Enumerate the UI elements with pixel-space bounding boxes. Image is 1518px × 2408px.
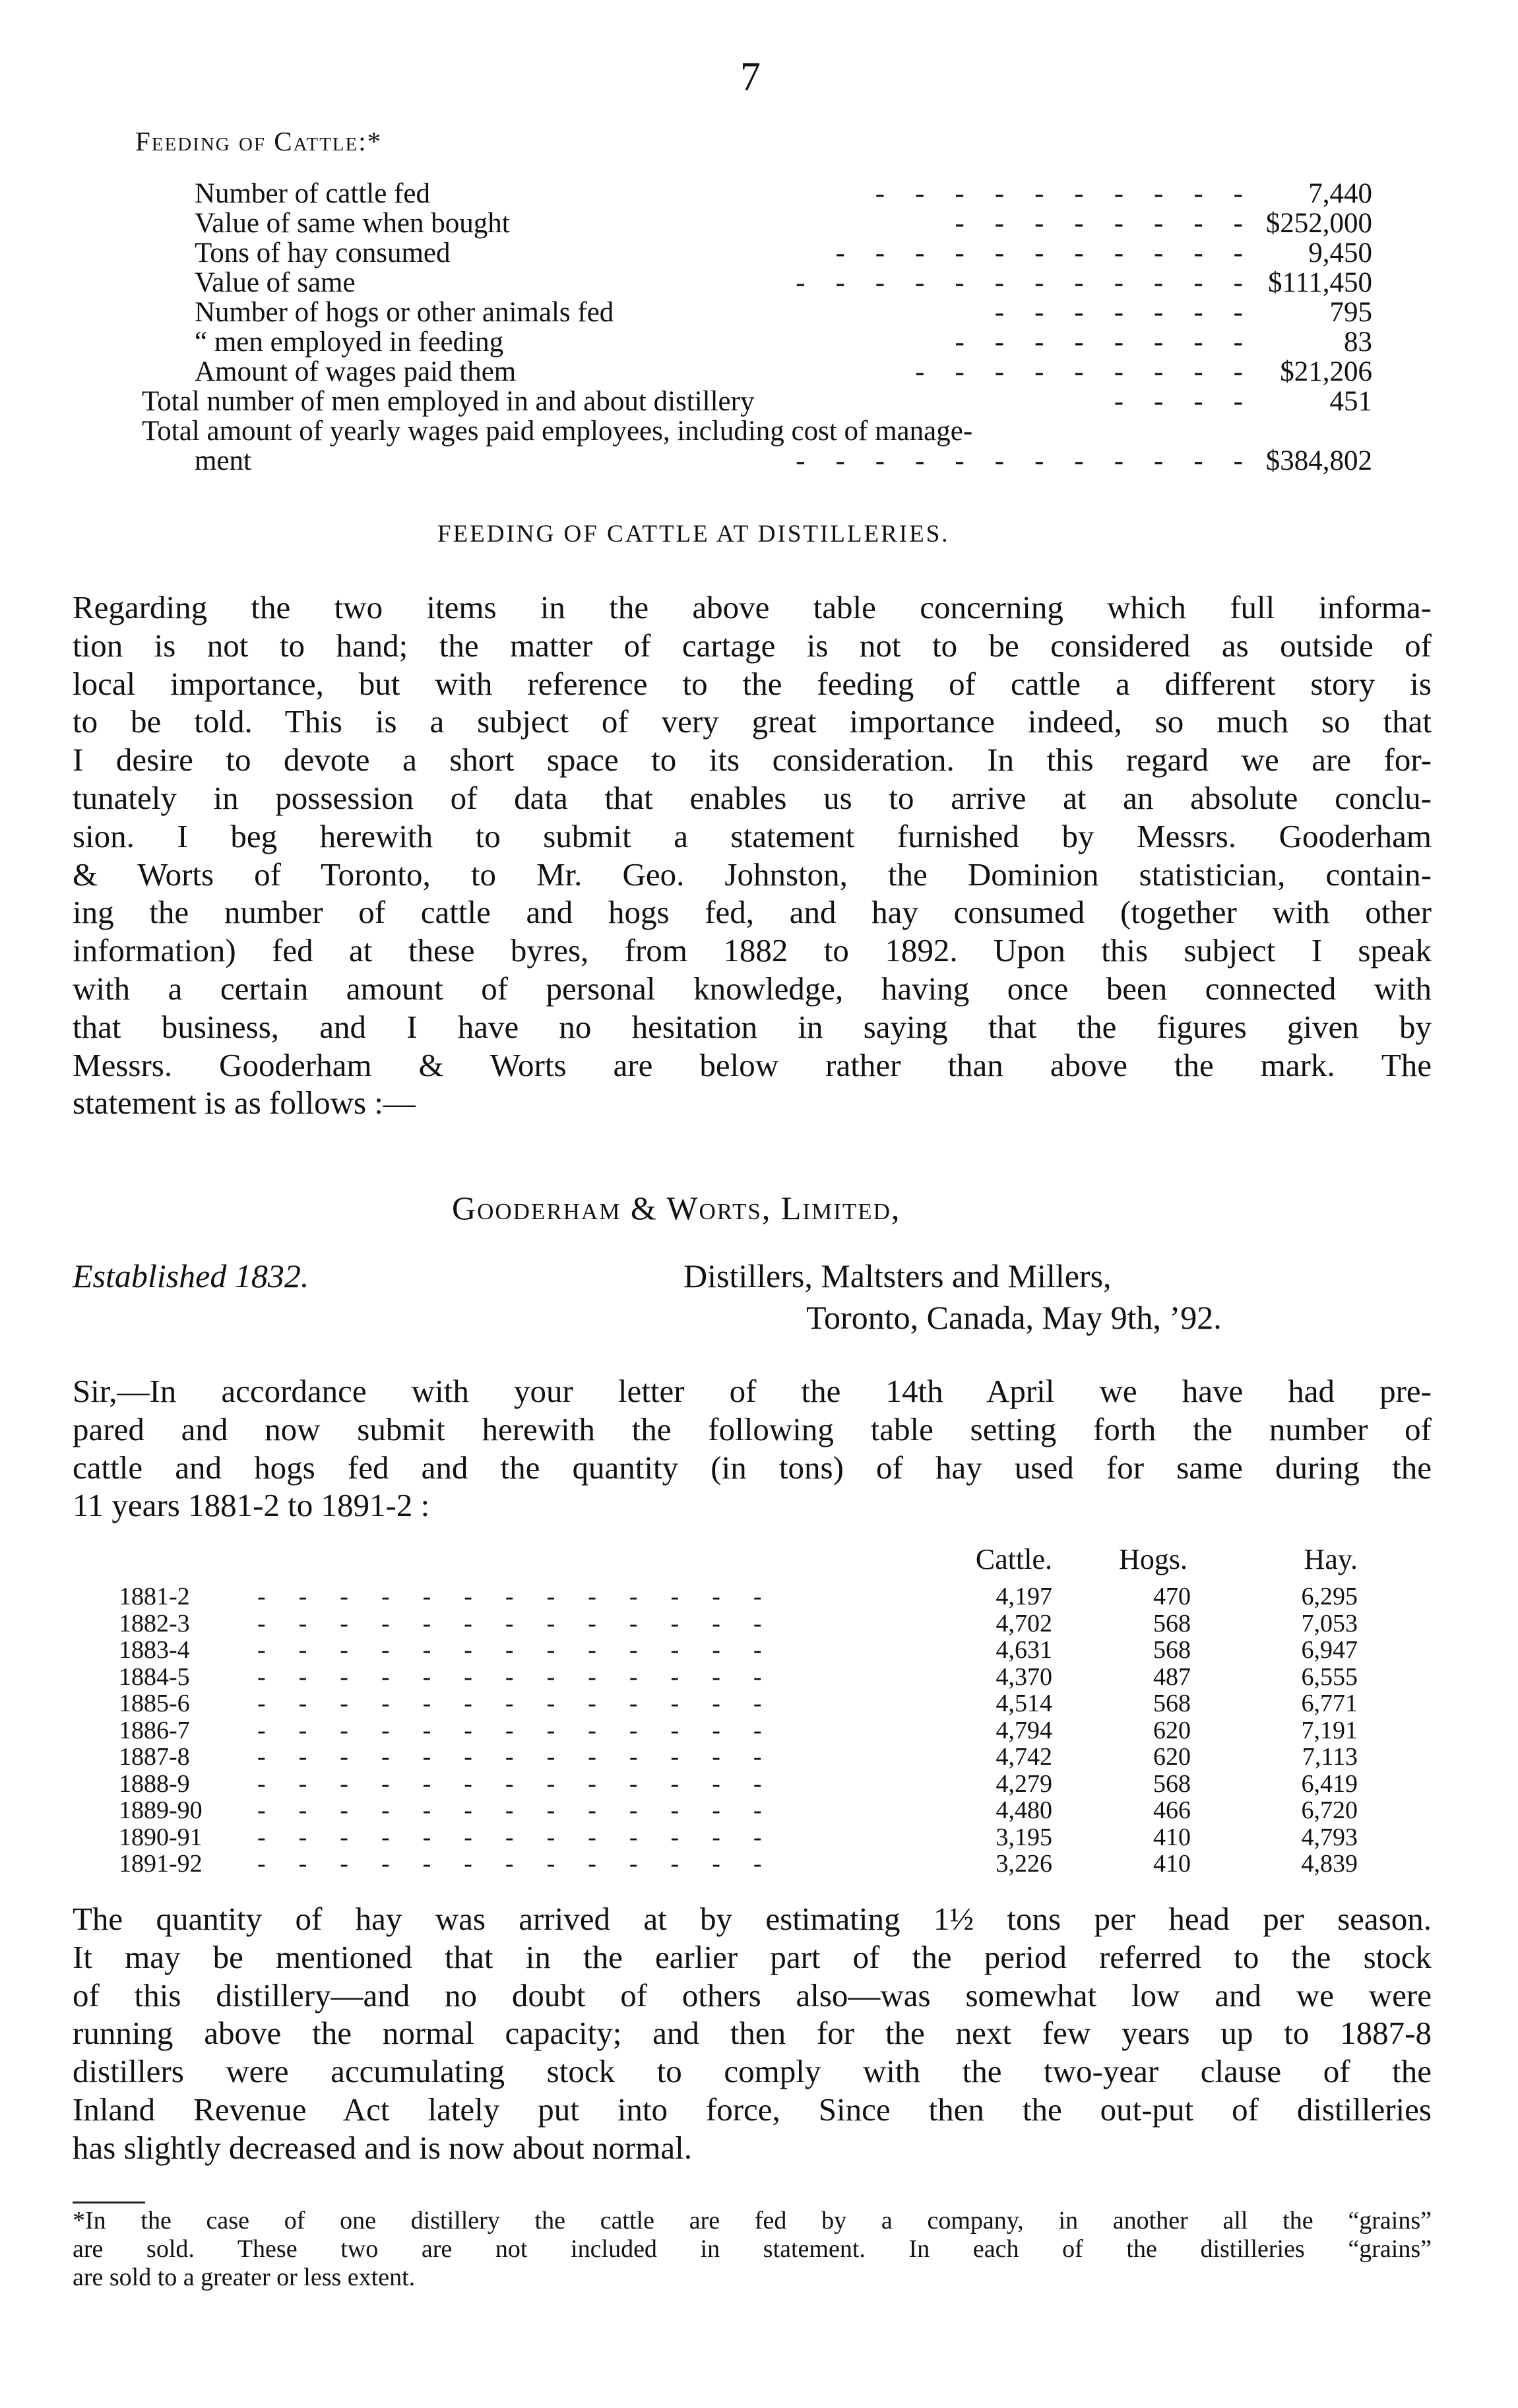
feeding-label: Number of hogs or other animals fed [195, 297, 614, 328]
cattle-cell: 3,195 [996, 1823, 1052, 1851]
feeding-value: $21,206 [1280, 356, 1372, 387]
cattle-cell: 4,370 [996, 1663, 1052, 1691]
company-description: Distillers, Maltsters and Millers, [683, 1257, 1112, 1294]
cattle-cell: 4,480 [996, 1796, 1052, 1824]
hogs-cell: 568 [1153, 1769, 1191, 1798]
hay-cell: 4,793 [1301, 1823, 1358, 1851]
text-line: distillers were accumulating stock to comply with the two-year clause of the [73, 2053, 1432, 2090]
hogs-cell: 568 [1153, 1609, 1191, 1637]
text-line: are sold to a greater or less extent. [73, 2264, 416, 2291]
feeding-row [99, 239, 1372, 269]
established-date: Established 1832. [73, 1257, 309, 1294]
hay-cell: 7,053 [1301, 1609, 1358, 1637]
hogs-cell: 470 [1153, 1583, 1191, 1610]
cattle-cell: 4,742 [996, 1743, 1052, 1771]
paragraph-regarding [73, 588, 1432, 1122]
text-line: Messrs. Gooderham & Worts are below rather than above the mark. The [73, 1046, 1432, 1083]
feeding-row [99, 269, 1372, 298]
hogs-cell: 410 [1153, 1850, 1191, 1878]
hay-cell: 6,720 [1301, 1796, 1358, 1824]
page-number: 7 [740, 55, 761, 100]
table-row [119, 1582, 1385, 1608]
text-line: tunately in possession of data that enables us to arrive at an absolute conclu- [73, 779, 1432, 816]
table-row [119, 1742, 1385, 1769]
leader-dots: ------------- [257, 1796, 795, 1824]
year-cell: 1886-7 [119, 1716, 190, 1744]
year-cell: 1883-4 [119, 1636, 190, 1664]
leader-dots: ------------- [257, 1636, 795, 1664]
leader-dots: ------------- [257, 1743, 795, 1771]
text-line: has slightly decreased and is now about normal. [73, 2129, 692, 2166]
cattle-cell: 4,794 [996, 1716, 1052, 1744]
feeding-value: 795 [1329, 297, 1372, 328]
hogs-cell: 568 [1153, 1636, 1191, 1664]
cattle-cell: 4,514 [996, 1690, 1052, 1717]
text-line: It may be mentioned that in the earlier part of the period referred to the stock [73, 1938, 1432, 1975]
footnote [73, 2207, 1432, 2292]
leader-dots: ---- [1114, 386, 1273, 417]
feeding-row [99, 179, 1372, 209]
leader-dots: -------- [955, 327, 1273, 358]
cattle-cell: 4,702 [996, 1609, 1052, 1637]
feeding-value: $111,450 [1267, 267, 1372, 298]
text-line: with a certain amount of personal knowledge, having once been connected with [73, 970, 1432, 1007]
text-line: Regarding the two items in the above table concerning which full informa- [73, 589, 1432, 625]
text-line: I desire to devote a short space to its consideration. In this regard we are for- [73, 742, 1432, 778]
header-hogs: Hogs. [1119, 1543, 1187, 1575]
table-row [119, 1689, 1385, 1715]
leader-dots: ------------- [257, 1663, 795, 1691]
feeding-label: ment [195, 445, 251, 476]
leader-dots: ------------- [257, 1769, 795, 1798]
text-line: ing the number of cattle and hogs fed, and hay consumed (together with other [73, 894, 1432, 931]
cattle-cell: 4,631 [996, 1636, 1052, 1664]
feeding-value: 83 [1344, 327, 1372, 358]
feeding-row [99, 358, 1372, 387]
leader-dots: ------------- [257, 1583, 795, 1610]
feeding-value: $252,000 [1265, 208, 1372, 239]
year-cell: 1888-9 [119, 1769, 190, 1798]
feeding-value: 7,440 [1308, 178, 1372, 209]
year-cell: 1887-8 [119, 1743, 190, 1771]
text-line: are sold. These two are not included in statement. In each of the distilleries “grains” [73, 2235, 1432, 2263]
feeding-label: Value of same when bought [195, 208, 510, 239]
year-cell: 1889-90 [119, 1796, 203, 1824]
feeding-value: $384,802 [1265, 445, 1372, 476]
leader-dots: -------- [955, 208, 1273, 239]
leader-dots: ---------- [875, 178, 1273, 209]
table-row [119, 1609, 1385, 1635]
text-line: sion. I beg herewith to submit a statement furnished by Messrs. Gooderham [73, 817, 1432, 854]
text-line: running above the normal capacity; and then for the next few years up to 1887-8 [73, 2015, 1432, 2052]
text-line: cattle and hogs fed and the quantity (in tons) of hay used for same during the [73, 1449, 1432, 1486]
text-line: pared and now submit herewith the following table setting forth the number of [73, 1410, 1432, 1447]
year-cell: 1884-5 [119, 1663, 190, 1691]
leader-dots: ------------- [257, 1716, 795, 1744]
table-row [119, 1716, 1385, 1742]
hogs-cell: 568 [1153, 1690, 1191, 1717]
year-cell: 1885-6 [119, 1690, 190, 1717]
text-line: that business, and I have no hesitation in saying that the figures given by [73, 1008, 1432, 1045]
letter-heading: Gooderham & Worts, Limited, [452, 1189, 901, 1226]
hay-cell: 6,419 [1301, 1769, 1358, 1798]
text-line: Sir,—In accordance with your letter of the 14th April we have had pre- [73, 1373, 1432, 1409]
feeding-label: Total number of men employed in and about distillery [142, 386, 755, 417]
feeding-label: Value of same [195, 267, 356, 298]
feeding-label: Amount of wages paid them [195, 356, 517, 387]
year-cell: 1890-91 [119, 1823, 203, 1851]
feeding-table [99, 179, 1372, 476]
year-cell: 1882-3 [119, 1609, 190, 1637]
feeding-row [99, 298, 1372, 328]
leader-dots: ------------- [257, 1823, 795, 1851]
table-row [119, 1635, 1385, 1662]
hogs-cell: 620 [1153, 1716, 1191, 1744]
hogs-cell: 410 [1153, 1823, 1191, 1851]
feeding-label: “ men employed in feeding [195, 327, 504, 358]
feeding-label: Tons of hay consumed [195, 238, 451, 269]
cattle-cell: 4,279 [996, 1769, 1052, 1798]
table-row [119, 1849, 1385, 1876]
year-cell: 1891-92 [119, 1850, 203, 1878]
feeding-value: 9,450 [1308, 238, 1372, 269]
text-line: Inland Revenue Act lately put into force, Since then the out-put of distilleries [73, 2091, 1432, 2128]
table-row [119, 1663, 1385, 1689]
header-hay: Hay. [1304, 1543, 1358, 1575]
leader-dots: ----------- [835, 238, 1273, 269]
paragraph-quantity [73, 1900, 1432, 2167]
hogs-cell: 466 [1153, 1796, 1191, 1824]
leader-dots: ------- [994, 297, 1273, 328]
text-line: to be told. This is a subject of very great importance indeed, so much so that [73, 703, 1432, 740]
feeding-heading: Feeding of Cattle:* [135, 126, 383, 156]
cattle-cell: 4,197 [996, 1583, 1052, 1610]
leader-dots: ------------- [257, 1609, 795, 1637]
leader-dots: --------- [915, 356, 1273, 387]
hay-cell: 6,947 [1301, 1636, 1358, 1664]
hogs-cell: 487 [1153, 1663, 1191, 1691]
feeding-row [99, 328, 1372, 358]
text-line: information) fed at these byres, from 1882 to 1892. Upon this subject I speak [73, 932, 1432, 969]
feeding-row [99, 447, 1372, 476]
hay-cell: 6,295 [1301, 1583, 1358, 1610]
text-line: 11 years 1881-2 to 1891-2 : [73, 1487, 430, 1524]
text-line: *In the case of one distillery the cattle are fed by a company, in another all the “grains” [73, 2207, 1432, 2234]
header-cattle: Cattle. [975, 1543, 1052, 1575]
table-row [119, 1823, 1385, 1849]
leader-dots: ------------ [796, 445, 1273, 476]
section-title: FEEDING OF CATTLE AT DISTILLERIES. [437, 521, 950, 548]
hay-cell: 6,771 [1301, 1690, 1358, 1717]
feeding-row [99, 209, 1372, 239]
hay-cell: 7,113 [1302, 1743, 1358, 1771]
hay-cell: 4,839 [1301, 1850, 1358, 1878]
text-line: local importance, but with reference to the feeding of cattle a different story is [73, 665, 1432, 702]
feeding-label: Total amount of yearly wages paid employees, including cost of manage- [142, 416, 973, 447]
feeding-row [99, 417, 1372, 447]
text-line: The quantity of hay was arrived at by estimating 1½ tons per head per season. [73, 1901, 1432, 1937]
hogs-cell: 620 [1153, 1743, 1191, 1771]
hay-cell: 7,191 [1301, 1716, 1358, 1744]
leader-dots: ------------- [257, 1690, 795, 1717]
text-line: & Worts of Toronto, to Mr. Geo. Johnston, the Dominion statistician, contain- [73, 856, 1432, 893]
cattle-cell: 3,226 [996, 1850, 1052, 1878]
leader-dots: ------------ [796, 267, 1273, 298]
text-line: tion is not to hand; the matter of cartage is not to be considered as outside of [73, 627, 1432, 664]
place-and-date: Toronto, Canada, May 9th, ’92. [806, 1299, 1222, 1336]
table-row [119, 1796, 1385, 1822]
table-row [119, 1769, 1385, 1796]
paragraph-sir [73, 1372, 1432, 1525]
year-cell: 1881-2 [119, 1583, 190, 1610]
text-line: of this distillery—and no doubt of others also—was somewhat low and we were [73, 1977, 1432, 2013]
text-line: statement is as follows :— [73, 1085, 416, 1122]
feeding-row [99, 387, 1372, 417]
feeding-label: Number of cattle fed [195, 178, 430, 209]
footnote-rule [73, 2202, 145, 2203]
hay-cell: 6,555 [1301, 1663, 1358, 1691]
feeding-value: 451 [1329, 386, 1372, 417]
leader-dots: ------------- [257, 1850, 795, 1878]
